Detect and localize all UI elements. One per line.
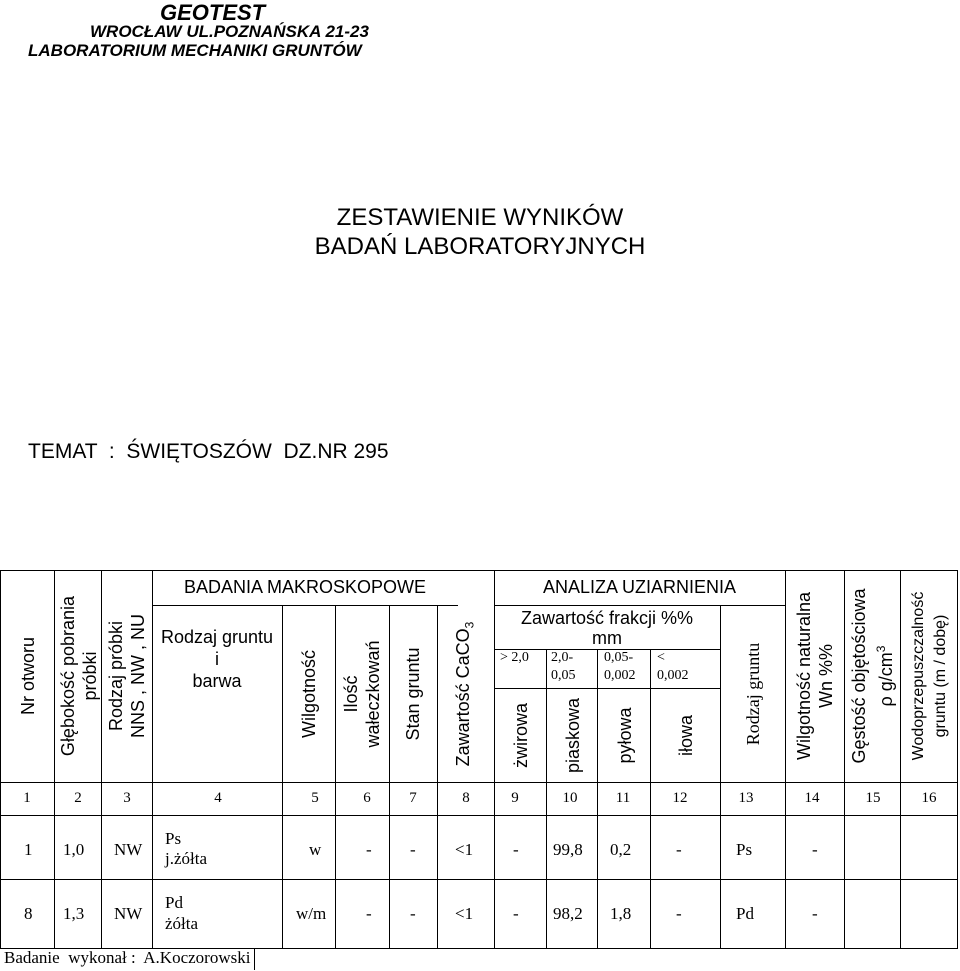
cell-grunt-line2: żółta	[165, 914, 199, 933]
header-nr-otworu-text: Nr otworu	[18, 636, 38, 716]
range-005-0002-a: 0,05-	[604, 650, 634, 665]
lab-unit: LABORATORIUM MECHANIKI GRUNTÓW	[28, 41, 362, 60]
header-rodzaj-probki-line1: Rodzaj próbki	[106, 620, 126, 732]
header-glebokosc-line1: Głębokość pobrania	[58, 595, 78, 757]
header-piaskowa-text: piaskowa	[563, 697, 583, 774]
header-wodoprzepuszczalnosc	[903, 570, 957, 782]
header-ilosc-line2: wałeczkowań	[363, 640, 383, 748]
header-ilowa-text: iłowa	[676, 714, 696, 757]
header-piaskowa	[550, 689, 596, 782]
footer-performed-by: Badanie wykonał : A.Koczorowski	[4, 948, 255, 970]
group-grain-header: ANALIZA UZIARNIENIA	[542, 577, 737, 597]
page-title-line1: ZESTAWIENIE WYNIKÓW	[336, 204, 624, 231]
cell-ilowa: -	[676, 904, 682, 923]
column-number: 11	[615, 790, 631, 806]
cell-glebokosc: 1,0	[63, 840, 85, 859]
header-gestosc-superscript: 3	[873, 645, 888, 653]
page-title-line2: BADAŃ LABORATORYJNYCH	[314, 233, 646, 260]
range-lt-b: 0,002	[657, 668, 689, 683]
column-number: 8	[462, 790, 470, 806]
cell-wilgotnosc: w/m	[296, 904, 327, 923]
column-number: 15	[865, 790, 881, 806]
cell-nr: 1	[24, 840, 33, 859]
header-zwirowa-text: żwirowa	[511, 703, 531, 769]
column-number: 13	[738, 790, 754, 806]
header-rodzaj-probki	[104, 570, 150, 782]
header-rodzaj-gruntu-line3: barwa	[192, 671, 242, 691]
cell-nr: 8	[24, 904, 33, 923]
header-gestosc-line2: ρ g/cm	[875, 652, 896, 707]
column-number: 10	[562, 790, 578, 806]
cell-walecz: -	[366, 840, 372, 859]
header-zwirowa	[498, 689, 544, 782]
header-caco3-subscript: 3	[462, 621, 477, 629]
fraction-unit-label: mm	[592, 628, 622, 648]
cell-zwirowa: -	[513, 840, 519, 859]
header-gestosc-line1: Gęstość objętościowa	[848, 588, 869, 764]
header-wn	[788, 570, 842, 782]
column-number: 2	[74, 790, 82, 806]
fraction-content-label: Zawartość frakcji %%	[520, 608, 694, 628]
header-gestosc-line2-wrap	[870, 570, 897, 782]
topic: TEMAT : ŚWIĘTOSZÓW DZ.NR 295	[28, 440, 389, 463]
cell-walecz: -	[366, 904, 372, 923]
range-gt-2: > 2,0	[500, 650, 529, 665]
header-stan-gruntu-text: Stan gruntu	[403, 647, 423, 741]
header-wodo-line1: Wodoprzepuszczalność	[910, 591, 927, 761]
header-pylowa-text: pyłowa	[615, 707, 635, 764]
header-wilgotnosc	[285, 606, 333, 782]
column-number: 16	[921, 790, 937, 806]
column-number: 9	[511, 790, 519, 806]
cell-grunt-line2: j.żółta	[165, 849, 208, 868]
cell-pylowa: 1,8	[610, 904, 632, 923]
header-wn-line2: Wn %%	[816, 644, 836, 709]
cell-caco3: <1	[455, 904, 474, 923]
cell-grunt-line1: Pd	[165, 893, 183, 912]
header-wodo-line2: gruntu (m / dobę)	[932, 614, 949, 738]
column-number: 14	[804, 790, 820, 806]
header-glebokosc-line2: próbki	[80, 651, 100, 701]
cell-stan: -	[410, 904, 416, 923]
header-rodzaj-gruntu-grain	[723, 606, 783, 782]
lab-name: GEOTEST	[160, 0, 266, 25]
header-nr-otworu	[4, 570, 52, 782]
cell-caco3: <1	[455, 840, 474, 859]
column-number: 12	[672, 790, 688, 806]
header-caco3-text	[452, 606, 481, 782]
header-caco3-main: Zawartość CaCO	[452, 628, 473, 767]
cell-wn: -	[812, 840, 818, 859]
range-2-005-a: 2,0-	[551, 650, 574, 665]
lab-address: WROCŁAW UL.POZNAŃSKA 21-23	[90, 22, 369, 41]
cell-pylowa: 0,2	[610, 840, 632, 859]
column-number: 7	[409, 790, 417, 806]
cell-glebokosc: 1,3	[63, 904, 85, 923]
header-ilosc	[338, 606, 386, 782]
group-macro-header: BADANIA MAKROSKOPOWE	[183, 577, 427, 597]
column-number: 4	[214, 790, 222, 806]
column-number: 5	[311, 790, 319, 806]
cell-piaskowa: 99,8	[553, 840, 583, 859]
cell-ilowa: -	[676, 840, 682, 859]
cell-piaskowa: 98,2	[553, 904, 583, 923]
header-gestosc	[847, 570, 897, 782]
column-number: 1	[23, 790, 31, 806]
cell-wn: -	[812, 904, 818, 923]
header-stan-gruntu	[391, 606, 435, 782]
header-rodzaj-gruntu-line1: Rodzaj gruntu	[160, 627, 274, 647]
range-lt-a: <	[657, 650, 665, 665]
column-number: 6	[363, 790, 371, 806]
header-rodzaj-gruntu	[152, 626, 282, 692]
header-wn-line1: Wilgotność naturalna	[794, 591, 814, 761]
header-ilosc-line1: Ilość	[341, 675, 361, 713]
header-rodzaj-probki-line2: NNS , NW , NU	[128, 614, 148, 738]
cell-rodzaj-gruntu: Pd	[736, 904, 754, 923]
cell-zwirowa: -	[513, 904, 519, 923]
cell-stan: -	[410, 840, 416, 859]
cell-rodzaj-probki: NW	[114, 904, 143, 923]
cell-wilgotnosc: w	[309, 840, 322, 859]
range-005-0002-b: 0,002	[604, 668, 636, 683]
range-2-005-b: 0,05	[551, 668, 576, 683]
header-wilgotnosc-text: Wilgotność	[299, 649, 319, 739]
header-glebokosc	[57, 570, 101, 782]
header-rodzaj-gruntu-grain-text: Rodzaj gruntu	[743, 642, 763, 746]
cell-grunt-line1: Ps	[165, 829, 182, 848]
cell-rodzaj-probki: NW	[114, 840, 143, 859]
header-caco3	[440, 606, 492, 782]
header-rodzaj-gruntu-line2: i	[215, 649, 219, 669]
header-pylowa	[601, 689, 649, 782]
cell-rodzaj-gruntu: Ps	[736, 840, 753, 859]
column-number: 3	[123, 790, 131, 806]
header-ilowa	[654, 689, 718, 782]
